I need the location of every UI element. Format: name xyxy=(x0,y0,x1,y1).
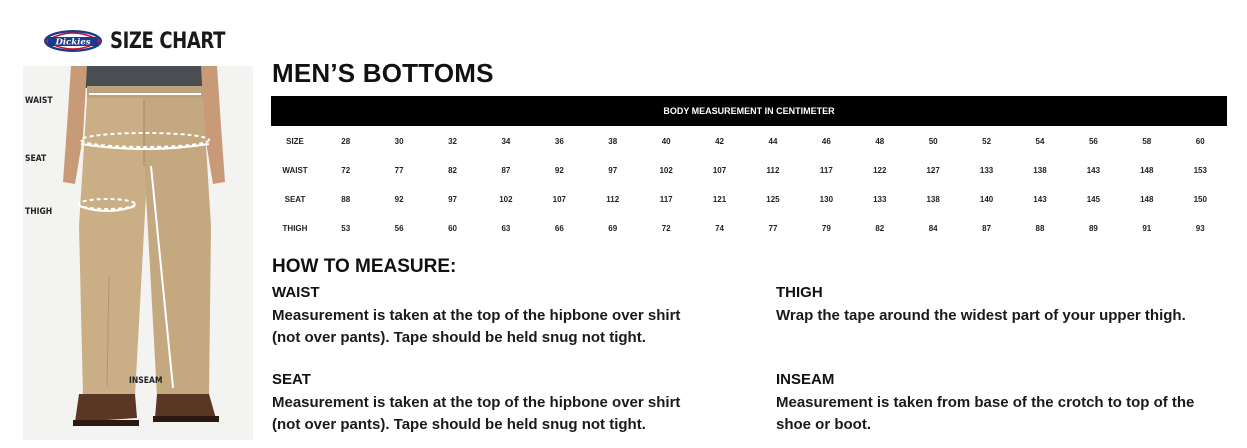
thigh-text-line-1: Wrap the tape around the widest part of your upper thigh. xyxy=(776,307,1186,324)
thigh-title: THIGH xyxy=(776,284,823,301)
table-cell: 30 xyxy=(394,137,404,146)
table-cell: 56 xyxy=(394,224,404,233)
table-cell: 63 xyxy=(501,224,511,233)
waist-text-line-2: (not over pants). Tape should be held snug not tight. xyxy=(272,329,646,346)
table-cell: 148 xyxy=(1140,166,1154,175)
seat-text-line-1: Measurement is taken at the top of the hipbone over shirt xyxy=(272,394,681,411)
table-cell: 89 xyxy=(1088,224,1098,233)
inseam-text-line-1: Measurement is taken from base of the crotch to top of the xyxy=(776,394,1195,411)
table-cell: 72 xyxy=(341,166,351,175)
table-cell: 77 xyxy=(394,166,404,175)
table-cell: 60 xyxy=(1195,137,1205,146)
table-banner xyxy=(271,96,1227,126)
size-chart-title: SIZE CHART xyxy=(110,28,225,54)
table-cell: 107 xyxy=(712,166,727,175)
table-cell: 54 xyxy=(1035,137,1045,146)
table-cell: 125 xyxy=(766,195,780,204)
table-cell: 133 xyxy=(979,166,994,175)
table-row xyxy=(271,214,1227,243)
table-cell: 79 xyxy=(821,224,831,233)
table-cell: 28 xyxy=(341,137,351,146)
seat-label: SEAT xyxy=(25,154,47,164)
table-cell: 69 xyxy=(608,224,618,233)
table-cell: 38 xyxy=(608,137,618,146)
table-cell: 102 xyxy=(499,195,513,204)
table-cell: 138 xyxy=(1033,166,1047,175)
table-cell: 52 xyxy=(982,137,992,146)
table-cell: 107 xyxy=(552,195,566,204)
table-cell: 82 xyxy=(448,166,457,175)
thigh-label: THIGH xyxy=(25,207,53,217)
pants-figure xyxy=(23,66,253,440)
inseam-instructions xyxy=(776,371,1194,436)
table-cell: 36 xyxy=(554,137,564,146)
size-table xyxy=(271,127,1227,243)
how-to-title: HOW TO MEASURE: xyxy=(272,256,457,277)
row-label: WAIST xyxy=(282,166,308,175)
table-cell: 58 xyxy=(1142,137,1152,146)
table-cell: 88 xyxy=(341,195,351,204)
waist-title: WAIST xyxy=(272,284,320,301)
table-cell: 72 xyxy=(661,224,671,233)
table-row xyxy=(271,156,1227,185)
row-label: SIZE xyxy=(286,137,304,146)
row-label: SEAT xyxy=(284,195,306,204)
table-cell: 42 xyxy=(715,137,724,146)
table-cell: 127 xyxy=(926,166,940,175)
table-cell: 121 xyxy=(712,195,727,204)
table-cell: 82 xyxy=(875,224,885,233)
table-cell: 88 xyxy=(1035,224,1045,233)
table-cell: 153 xyxy=(1193,166,1207,175)
table-row xyxy=(271,185,1227,214)
table-cell: 48 xyxy=(875,137,885,146)
table-cell: 66 xyxy=(554,224,564,233)
table-row xyxy=(271,127,1227,156)
table-cell: 32 xyxy=(448,137,457,146)
table-cell: 133 xyxy=(873,195,887,204)
table-cell: 56 xyxy=(1088,137,1098,146)
table-cell: 130 xyxy=(819,195,834,204)
table-cell: 87 xyxy=(501,166,511,175)
dickies-logo-icon xyxy=(42,27,104,55)
table-cell: 93 xyxy=(1195,224,1205,233)
section-title: MEN’S BOTTOMS xyxy=(272,58,494,88)
size-table-body xyxy=(271,127,1227,243)
table-banner-text: BODY MEASUREMENT IN CENTIMETER xyxy=(663,106,835,116)
brand-wordmark: Dickies xyxy=(55,37,91,48)
table-cell: 112 xyxy=(606,195,620,204)
thigh-instructions xyxy=(776,284,1186,327)
table-cell: 50 xyxy=(928,137,938,146)
row-label: THIGH xyxy=(282,224,308,233)
table-cell: 143 xyxy=(1086,166,1101,175)
table-cell: 91 xyxy=(1142,224,1152,233)
table-cell: 138 xyxy=(926,195,940,204)
table-cell: 122 xyxy=(873,166,887,175)
seat-instructions xyxy=(272,371,680,436)
table-cell: 46 xyxy=(821,137,831,146)
table-cell: 112 xyxy=(766,166,780,175)
table-cell: 145 xyxy=(1086,195,1101,204)
table-cell: 92 xyxy=(554,166,564,175)
table-cell: 77 xyxy=(768,224,778,233)
table-cell: 148 xyxy=(1140,195,1154,204)
waist-instructions xyxy=(272,284,680,349)
table-cell: 60 xyxy=(448,224,457,233)
inseam-text-line-2: shoe or boot. xyxy=(776,416,871,433)
table-cell: 74 xyxy=(715,224,724,233)
seat-title: SEAT xyxy=(272,371,311,388)
table-cell: 102 xyxy=(659,166,673,175)
table-cell: 84 xyxy=(928,224,938,233)
table-cell: 92 xyxy=(394,195,404,204)
table-cell: 53 xyxy=(341,224,351,233)
table-cell: 117 xyxy=(819,166,833,175)
table-cell: 97 xyxy=(448,195,457,204)
table-cell: 140 xyxy=(979,195,994,204)
waist-text-line-1: Measurement is taken at the top of the hipbone over shirt xyxy=(272,307,681,324)
inseam-title: INSEAM xyxy=(776,371,835,388)
table-cell: 40 xyxy=(661,137,671,146)
waist-label: WAIST xyxy=(25,96,53,106)
table-cell: 150 xyxy=(1193,195,1207,204)
table-cell: 44 xyxy=(768,137,778,146)
inseam-label: INSEAM xyxy=(129,376,163,386)
table-cell: 87 xyxy=(982,224,992,233)
table-cell: 117 xyxy=(659,195,673,204)
table-cell: 143 xyxy=(1033,195,1047,204)
table-cell: 34 xyxy=(501,137,511,146)
seat-text-line-2: (not over pants). Tape should be held snug not tight. xyxy=(272,416,646,433)
page-header xyxy=(42,26,250,56)
table-cell: 97 xyxy=(608,166,618,175)
